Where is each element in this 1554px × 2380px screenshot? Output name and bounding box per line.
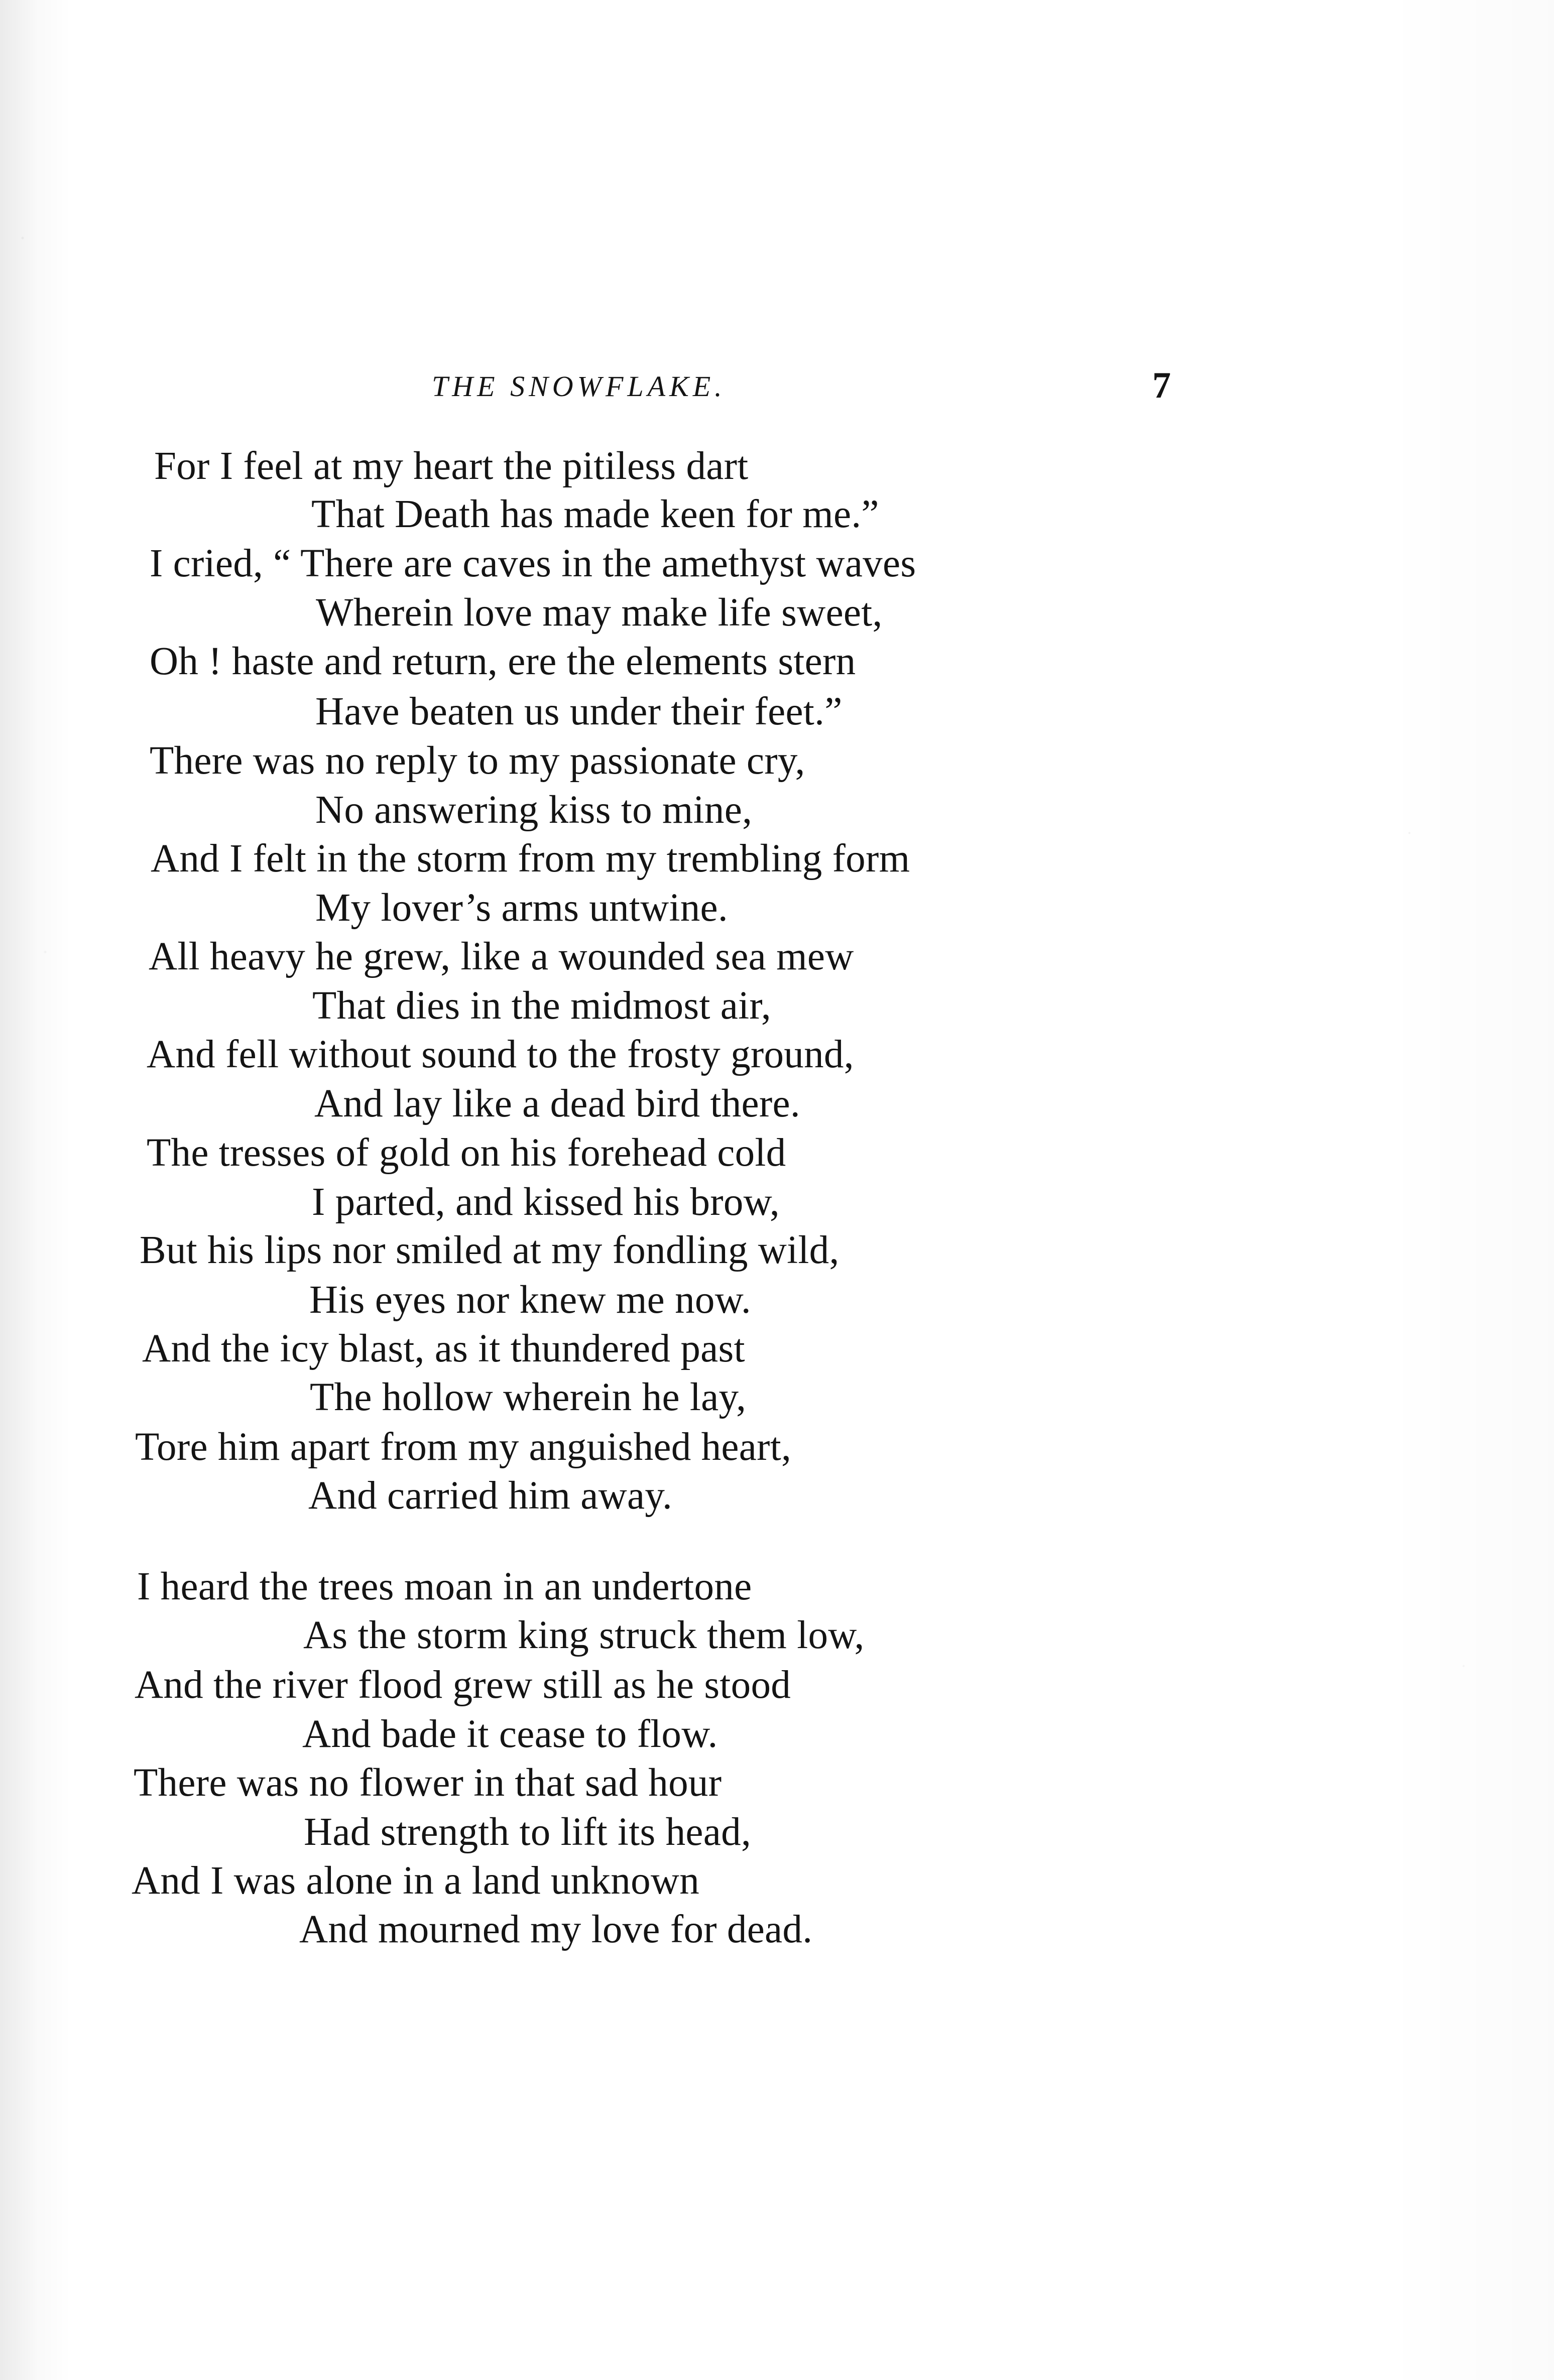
poem-line: And bade it cease to flow. [302, 1712, 718, 1756]
poem-line: And I felt in the storm from my trembling form [151, 837, 910, 881]
poem-line: I heard the trees moan in an undertone [137, 1565, 752, 1608]
poem-line: Had strength to lift its head, [304, 1810, 751, 1854]
poem-line: The tresses of gold on his forehead cold [147, 1131, 786, 1175]
poem-line: There was no flower in that sad hour [134, 1761, 722, 1805]
poem-line: But his lips nor smiled at my fondling wild, [140, 1228, 840, 1272]
poem-line: And the icy blast, as it thundered past [142, 1327, 745, 1370]
poem-line: Tore him apart from my anguished heart, [135, 1425, 792, 1469]
poem-line: There was no reply to my passionate cry, [150, 739, 805, 783]
poem-line: I parted, and kissed his brow, [312, 1180, 780, 1224]
poem-line: As the storm king struck them low, [303, 1613, 865, 1657]
poem-line: Wherein love may make life sweet, [316, 591, 883, 635]
poem-line: I cried, “ There are caves in the amethyst waves [150, 542, 916, 585]
poem-line: No answering kiss to mine, [315, 788, 753, 832]
poem-line: And mourned my love for dead. [299, 1908, 813, 1951]
poem-line: All heavy he grew, like a wounded sea mew [149, 935, 854, 978]
poem-line: And I was alone in a land unknown [132, 1859, 700, 1903]
poem-line: And carried him away. [308, 1474, 673, 1518]
poem-line: And lay like a dead bird there. [314, 1082, 800, 1125]
running-head-title: THE SNOWFLAKE. [432, 370, 726, 403]
poem-line: For I feel at my heart the pitiless dart [154, 444, 749, 488]
poem-line: His eyes nor knew me now. [309, 1278, 751, 1322]
poem-line: Have beaten us under their feet.” [315, 690, 843, 733]
poem-line: My lover’s arms untwine. [315, 886, 728, 930]
poem-line: And the river flood grew still as he stood [135, 1663, 791, 1707]
page-number: 7 [1152, 365, 1171, 406]
poem-line: That dies in the midmost air, [312, 984, 771, 1028]
poem-line: And fell without sound to the frosty ground, [147, 1033, 854, 1076]
poem-line: That Death has made keen for me.” [311, 492, 879, 536]
poem-line: Oh ! haste and return, ere the elements stern [150, 640, 856, 683]
poem-line: The hollow wherein he lay, [310, 1375, 747, 1419]
